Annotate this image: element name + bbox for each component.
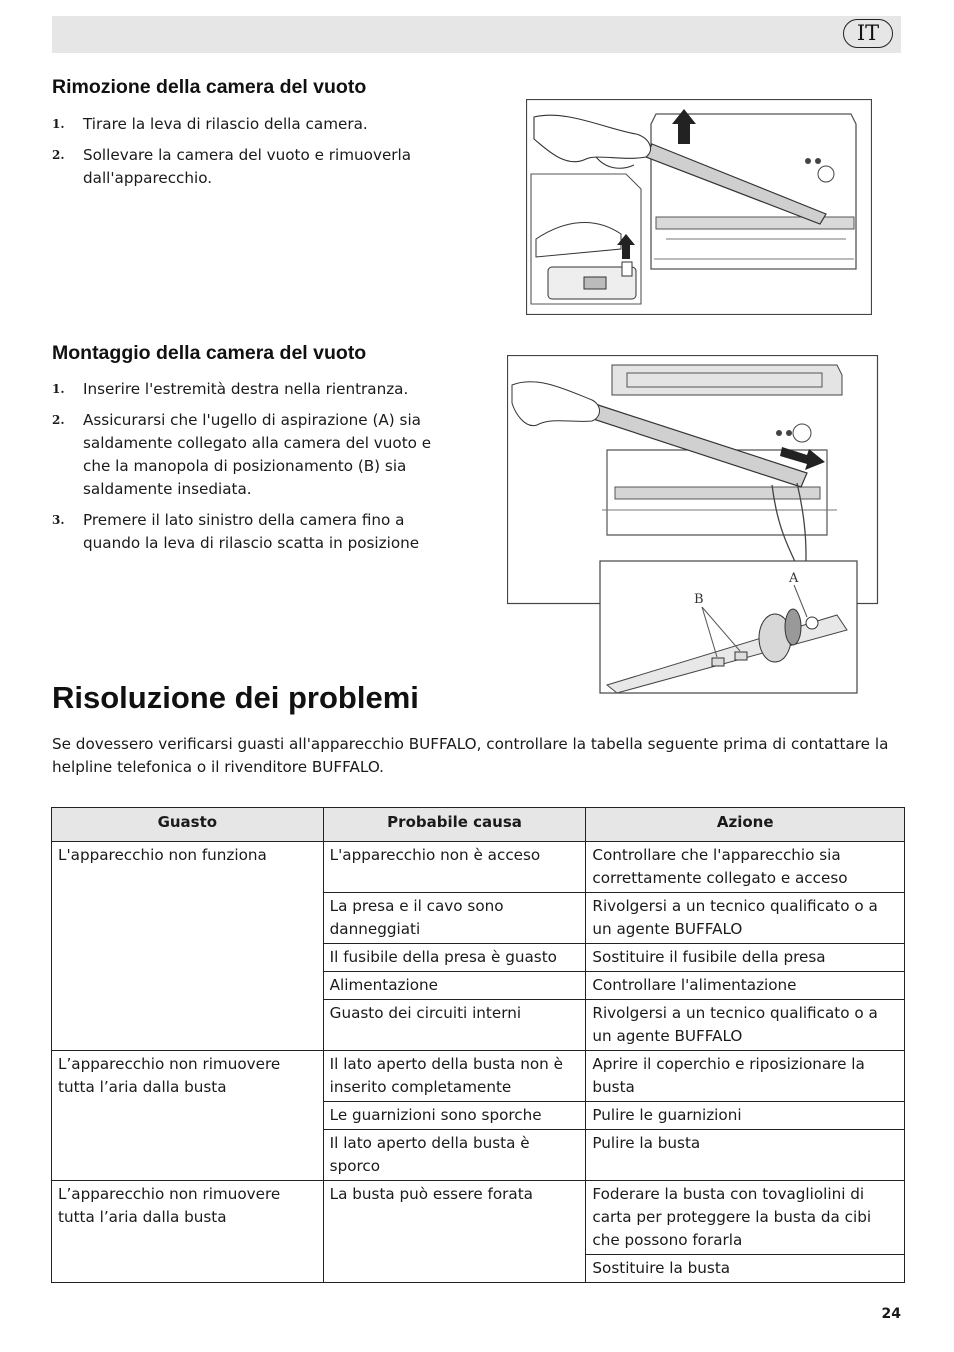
table-row <box>52 1051 905 1102</box>
assembly-heading: Montaggio della camera del vuoto <box>52 342 367 364</box>
list-item: 2. Assicurarsi che l'ugello di aspirazione (A) sia saldamente collegato alla camera del vuoto e che la manopola di posizionamento (B) sia saldamente insediata. <box>52 411 432 498</box>
fault-cell: L’apparecchio non rimuovere tutta l’aria dalla busta <box>52 1051 324 1181</box>
table-row <box>52 1181 905 1255</box>
action-cell: Pulire la busta <box>586 1130 905 1181</box>
list-item: 2. Sollevare la camera del vuoto e rimuoverla dall'apparecchio. <box>52 146 412 187</box>
label-b: B <box>694 592 704 607</box>
action-cell: Foderare la busta con tovagliolini di carta per proteggere la busta da cibi che possono forarla <box>586 1181 905 1255</box>
cause-cell: Il lato aperto della busta non è inserito completamente <box>323 1051 586 1102</box>
language-badge: IT <box>843 19 893 48</box>
cause-cell: Alimentazione <box>323 972 586 1000</box>
header-fault: Guasto <box>52 808 324 842</box>
cause-cell: Guasto dei circuiti interni <box>323 1000 586 1051</box>
label-a: A <box>789 571 799 586</box>
action-cell: Controllare l'alimentazione <box>586 972 905 1000</box>
cause-cell: La presa e il cavo sono danneggiati <box>323 893 586 944</box>
troubleshooting-intro: Se dovessero verificarsi guasti all'apparecchio BUFFALO, controllare la tabella seguente prima di contattare la helpline telefonica o il rivenditore BUFFALO. <box>52 735 889 776</box>
action-cell: Aprire il coperchio e riposizionare la busta <box>586 1051 905 1102</box>
cause-cell: Il fusibile della presa è guasto <box>323 944 586 972</box>
list-item: 1. Tirare la leva di rilascio della camera. <box>52 115 368 133</box>
action-cell: Pulire le guarnizioni <box>586 1102 905 1130</box>
assembly-steps <box>52 378 462 563</box>
action-cell: Sostituire la busta <box>586 1255 905 1283</box>
removal-heading: Rimozione della camera del vuoto <box>52 76 367 98</box>
header-bar <box>52 16 901 53</box>
cause-cell: La busta può essere forata <box>323 1181 586 1283</box>
troubleshooting-table <box>51 807 905 1283</box>
removal-steps <box>52 113 452 198</box>
list-item: 3. Premere il lato sinistro della camera fino a quando la leva di rilascio scatta in posizione <box>52 511 420 552</box>
fault-cell: L’apparecchio non rimuovere tutta l’aria dalla busta <box>52 1181 324 1283</box>
cause-cell: Il lato aperto della busta è sporco <box>323 1130 586 1181</box>
removal-illustration <box>526 99 872 315</box>
action-cell: Controllare che l'apparecchio sia correttamente collegato e acceso <box>586 842 905 893</box>
header-cause: Probabile causa <box>323 808 586 842</box>
assembly-illustration <box>507 355 879 695</box>
troubleshooting-title: Risoluzione dei problemi <box>52 680 419 715</box>
header-action: Azione <box>586 808 905 842</box>
page-number: 24 <box>881 1306 901 1322</box>
action-cell: Rivolgersi a un tecnico qualificato o a un agente BUFFALO <box>586 1000 905 1051</box>
list-item: 1. Inserire l'estremità destra nella rientranza. <box>52 380 409 398</box>
cause-cell: L'apparecchio non è acceso <box>323 842 586 893</box>
cause-cell: Le guarnizioni sono sporche <box>323 1102 586 1130</box>
action-cell: Sostituire il fusibile della presa <box>586 944 905 972</box>
action-cell: Rivolgersi a un tecnico qualificato o a un agente BUFFALO <box>586 893 905 944</box>
fault-cell: L'apparecchio non funziona <box>52 842 324 1051</box>
table-header-row <box>52 808 905 842</box>
table-row <box>52 842 905 893</box>
